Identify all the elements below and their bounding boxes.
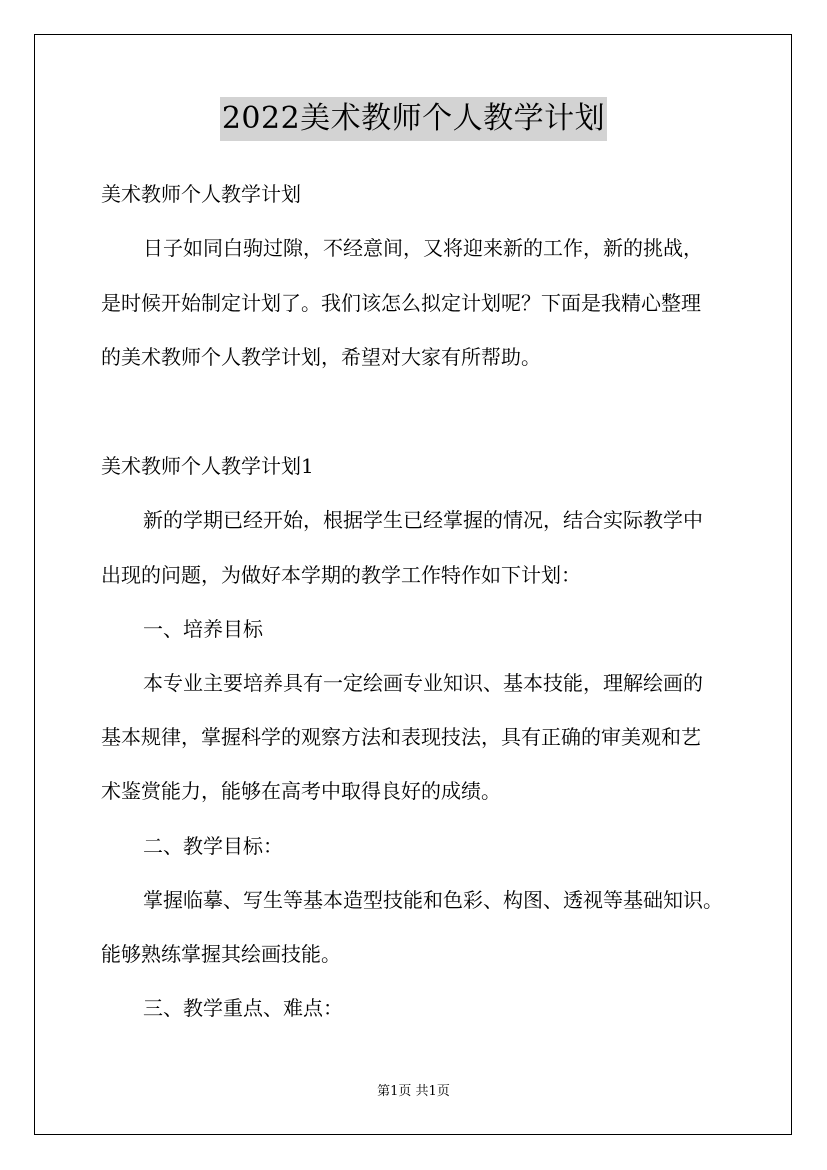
paragraph-line: 掌握临摹、写生等基本造型技能和色彩、构图、透视等基础知识。 xyxy=(143,888,723,912)
paragraph-line: 出现的问题，为做好本学期的教学工作特作如下计划： xyxy=(101,563,581,587)
paragraph-line: 术鉴赏能力，能够在高考中取得良好的成绩。 xyxy=(101,779,501,803)
paragraph-line: 本专业主要培养具有一定绘画专业知识、基本技能，理解绘画的 xyxy=(143,671,703,695)
subheading: 三、教学重点、难点： xyxy=(143,996,343,1020)
paragraph-line: 的美术教师个人教学计划，希望对大家有所帮助。 xyxy=(101,345,541,369)
section-heading: 美术教师个人教学计划1 xyxy=(101,454,314,478)
document-title: 2022美术教师个人教学计划 xyxy=(220,97,607,141)
paragraph-line: 新的学期已经开始，根据学生已经掌握的情况，结合实际教学中 xyxy=(143,508,703,532)
subheading: 一、培养目标 xyxy=(143,617,263,641)
paragraph-line: 基本规律，掌握科学的观察方法和表现技法，具有正确的审美观和艺 xyxy=(101,725,701,749)
subheading: 二、教学目标： xyxy=(143,834,283,858)
paragraph-line: 能够熟练掌握其绘画技能。 xyxy=(101,942,341,966)
paragraph-line: 日子如同白驹过隙，不经意间，又将迎来新的工作，新的挑战， xyxy=(143,236,703,260)
subtitle: 美术教师个人教学计划 xyxy=(101,182,301,206)
title-container xyxy=(0,97,827,141)
paragraph-line: 是时候开始制定计划了。我们该怎么拟定计划呢？下面是我精心整理 xyxy=(101,291,701,315)
page-footer: 第1页 共1页 xyxy=(377,1084,450,1099)
